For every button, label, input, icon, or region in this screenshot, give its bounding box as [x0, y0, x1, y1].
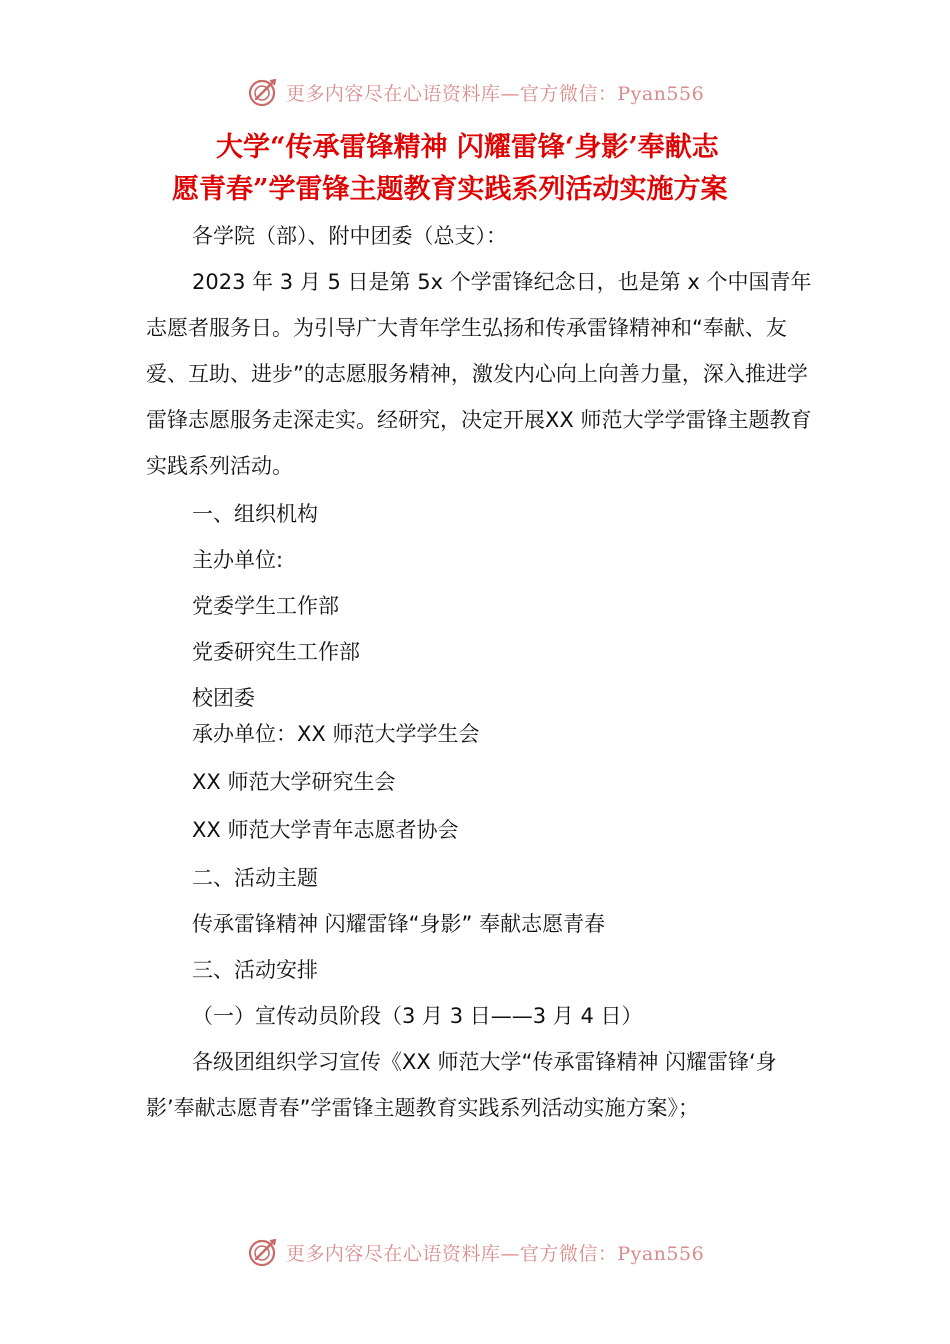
brand-logo-icon [246, 75, 280, 109]
document-body [146, 213, 816, 259]
footer-banner [0, 1232, 950, 1272]
host-unit-2: 党委研究生工作部 [192, 640, 360, 664]
intro-paragraph: 2023 年 3 月 5 日是第 5x 个学雷锋纪念日，也是第 x 个中国青年志愿者服务日。为引导广大青年学生弘扬和传承雷锋精神和“奉献、友爱、互助、进步”的志愿服务精神，激发内心向上向善力量，深入推进学雷锋志愿服务走深走实。经研究，决定开展XX 师范大学学雷锋主题教育实践系列活动。 [146, 270, 812, 478]
banner-text: 更多内容尽在心语资料库—官方微信：Pyan556 [285, 1242, 705, 1265]
section-heading-2: 二、活动主题 [192, 866, 318, 890]
banner-text: 更多内容尽在心语资料库—官方微信：Pyan556 [285, 82, 705, 105]
brand-logo-icon [246, 1235, 280, 1269]
organizer-1: 承办单位：XX 师范大学学生会 [192, 722, 480, 746]
host-unit-3: 校团委 [192, 686, 255, 710]
section-heading-1: 一、组织机构 [192, 502, 318, 526]
organizer-3: XX 师范大学青年志愿者协会 [192, 818, 459, 842]
section-organizers [146, 710, 816, 854]
intro-paragraph-block [146, 259, 816, 489]
stage-1-heading: （一）宣传动员阶段（3 月 3 日——3 月 4 日） [192, 1004, 643, 1028]
theme-text: 传承雷锋精神 闪耀雷锋“身影” 奉献志愿青春 [192, 912, 606, 936]
title-line-2: 愿青春”学雷锋主题教育实践系列活动实施方案 [172, 174, 728, 205]
salutation: 各学院（部）、附中团委（总支）： [192, 224, 507, 248]
host-label: 主办单位: [192, 548, 284, 572]
host-unit-1: 党委学生工作部 [192, 594, 339, 618]
stage-1-text: 各级团组织学习宣传《XX 师范大学“传承雷锋精神 闪耀雷锋‘身影’奉献志愿青春”学雷锋主题教育实践系列活动实施方案》； [146, 1050, 777, 1120]
stage-1-paragraph-block [146, 1039, 816, 1131]
organizer-2: XX 师范大学研究生会 [192, 770, 396, 794]
section-organization [146, 491, 816, 721]
title-line-1: 大学“传承雷锋精神 闪耀雷锋‘身影’奉献志 [216, 132, 719, 163]
header-banner [0, 72, 950, 112]
document-title [150, 127, 830, 211]
section-theme [146, 855, 816, 1039]
section-heading-3: 三、活动安排 [192, 958, 318, 982]
